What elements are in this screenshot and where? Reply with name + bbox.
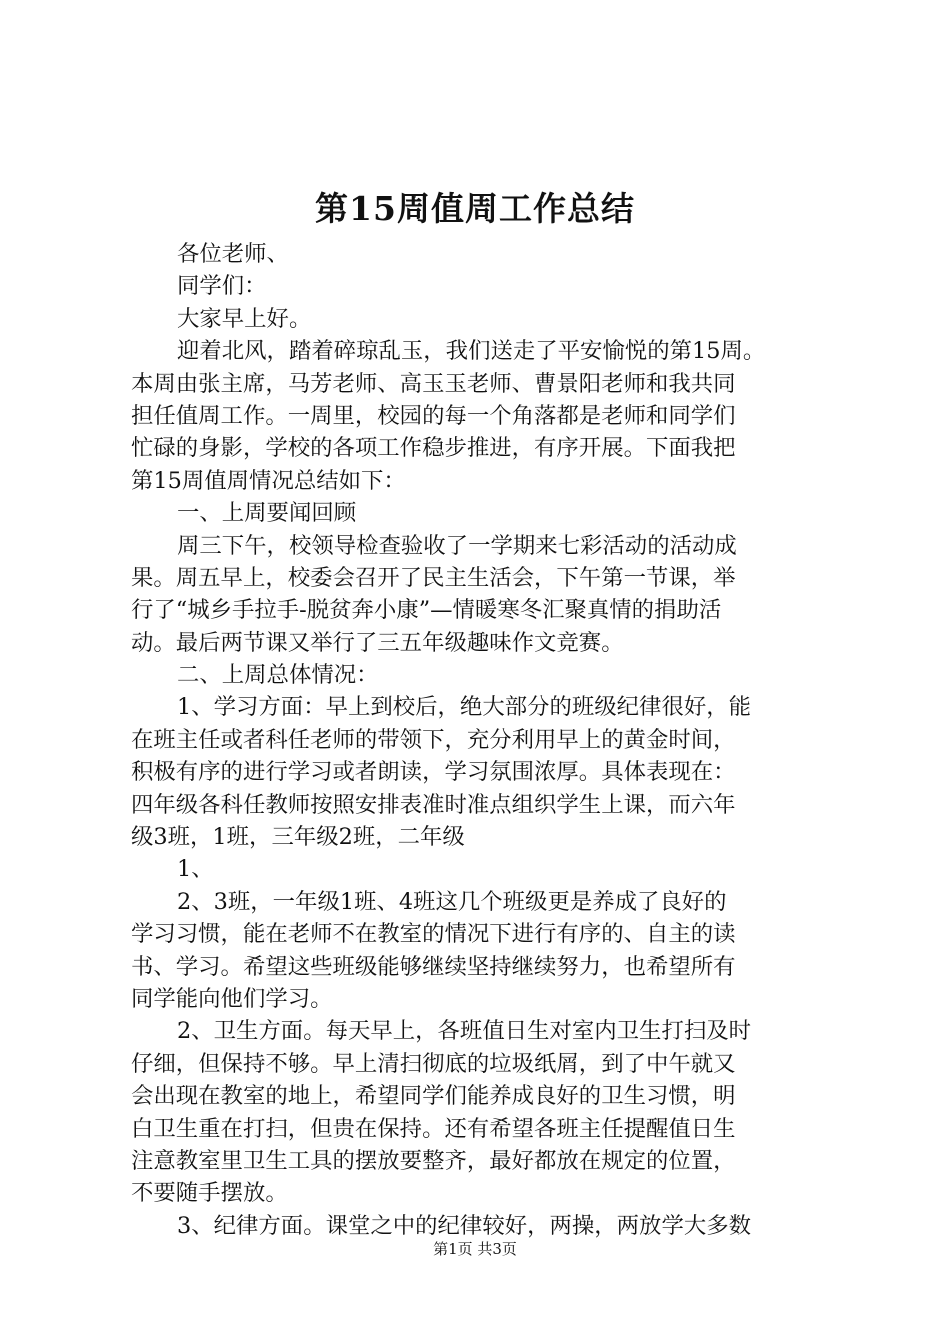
text-line: 注意教室里卫生工具的摆放要整齐，最好都放在规定的位置， (131, 1147, 736, 1174)
text-line: 3、纪律方面。课堂之中的纪律较好，两操，两放学大多数 (177, 1212, 752, 1239)
text-line: 仔细，但保持不够。早上清扫彻底的垃圾纸屑，到了中午就又 (131, 1050, 736, 1077)
text-line: 同学能向他们学习。 (131, 985, 333, 1012)
text-line: 迎着北风，踏着碎琼乱玉，我们送走了平安愉悦的第15周。 (177, 338, 766, 365)
text-line: 第15周值周情况总结如下： (131, 467, 406, 494)
text-line: 周三下午，校领导检查验收了一学期来七彩活动的活动成 (177, 532, 737, 559)
text-line: 2、3班，一年级1班、4班这几个班级更是养成了良好的 (177, 888, 727, 915)
text-line: 行了“城乡手拉手-脱贫奔小康”—情暖寒冬汇聚真情的捐助活 (131, 597, 722, 624)
text-line: 书、学习。希望这些班级能够继续坚持继续努力，也希望所有 (131, 953, 736, 980)
text-line: 1、 (177, 856, 214, 883)
section-heading: 二、上周总体情况： (177, 662, 379, 689)
text-line: 会出现在教室的地上，希望同学们能养成良好的卫生习惯，明 (131, 1083, 736, 1110)
text-line: 果。周五早上，校委会召开了民主生活会，下午第一节课，举 (131, 564, 736, 591)
text-line: 级3班，1班，三年级2班，二年级 (131, 824, 465, 851)
text-line: 学习习惯，能在老师不在教室的情况下进行有序的、自主的读 (131, 921, 736, 948)
text-line: 1、学习方面：早上到校后，绝大部分的班级纪律很好，能 (177, 694, 752, 721)
text-line: 大家早上好。 (177, 305, 312, 332)
text-line: 白卫生重在打扫，但贵在保持。还有希望各班主任提醒值日生 (131, 1115, 736, 1142)
text-line: 在班主任或者科任老师的带领下，充分利用早上的黄金时间， (131, 726, 736, 753)
text-line: 本周由张主席，马芳老师、高玉玉老师、曹景阳老师和我共同 (131, 370, 736, 397)
page-footer: 第1页 共3页 (433, 1240, 517, 1258)
text-line: 2、卫生方面。每天早上，各班值日生对室内卫生打扫及时 (177, 1018, 752, 1045)
text-line: 各位老师、 (177, 241, 289, 267)
text-line: 动。最后两节课又举行了三五年级趣味作文竞赛。 (131, 629, 624, 656)
section-heading: 一、上周要闻回顾 (177, 500, 357, 527)
text-line: 不要随手摆放。 (131, 1180, 288, 1207)
document-body (131, 238, 843, 1242)
document-title: 第15周值周工作总结 (315, 189, 635, 228)
text-line: 四年级各科任教师按照安排表准时准点组织学生上课，而六年 (131, 791, 736, 818)
text-line: 担任值周工作。一周里，校园的每一个角落都是老师和同学们 (131, 402, 736, 429)
text-line: 积极有序的进行学习或者朗读，学习氛围浓厚。具体表现在： (131, 759, 736, 786)
text-line: 忙碌的身影，学校的各项工作稳步推进，有序开展。下面我把 (131, 435, 736, 462)
text-line: 同学们： (177, 273, 267, 300)
